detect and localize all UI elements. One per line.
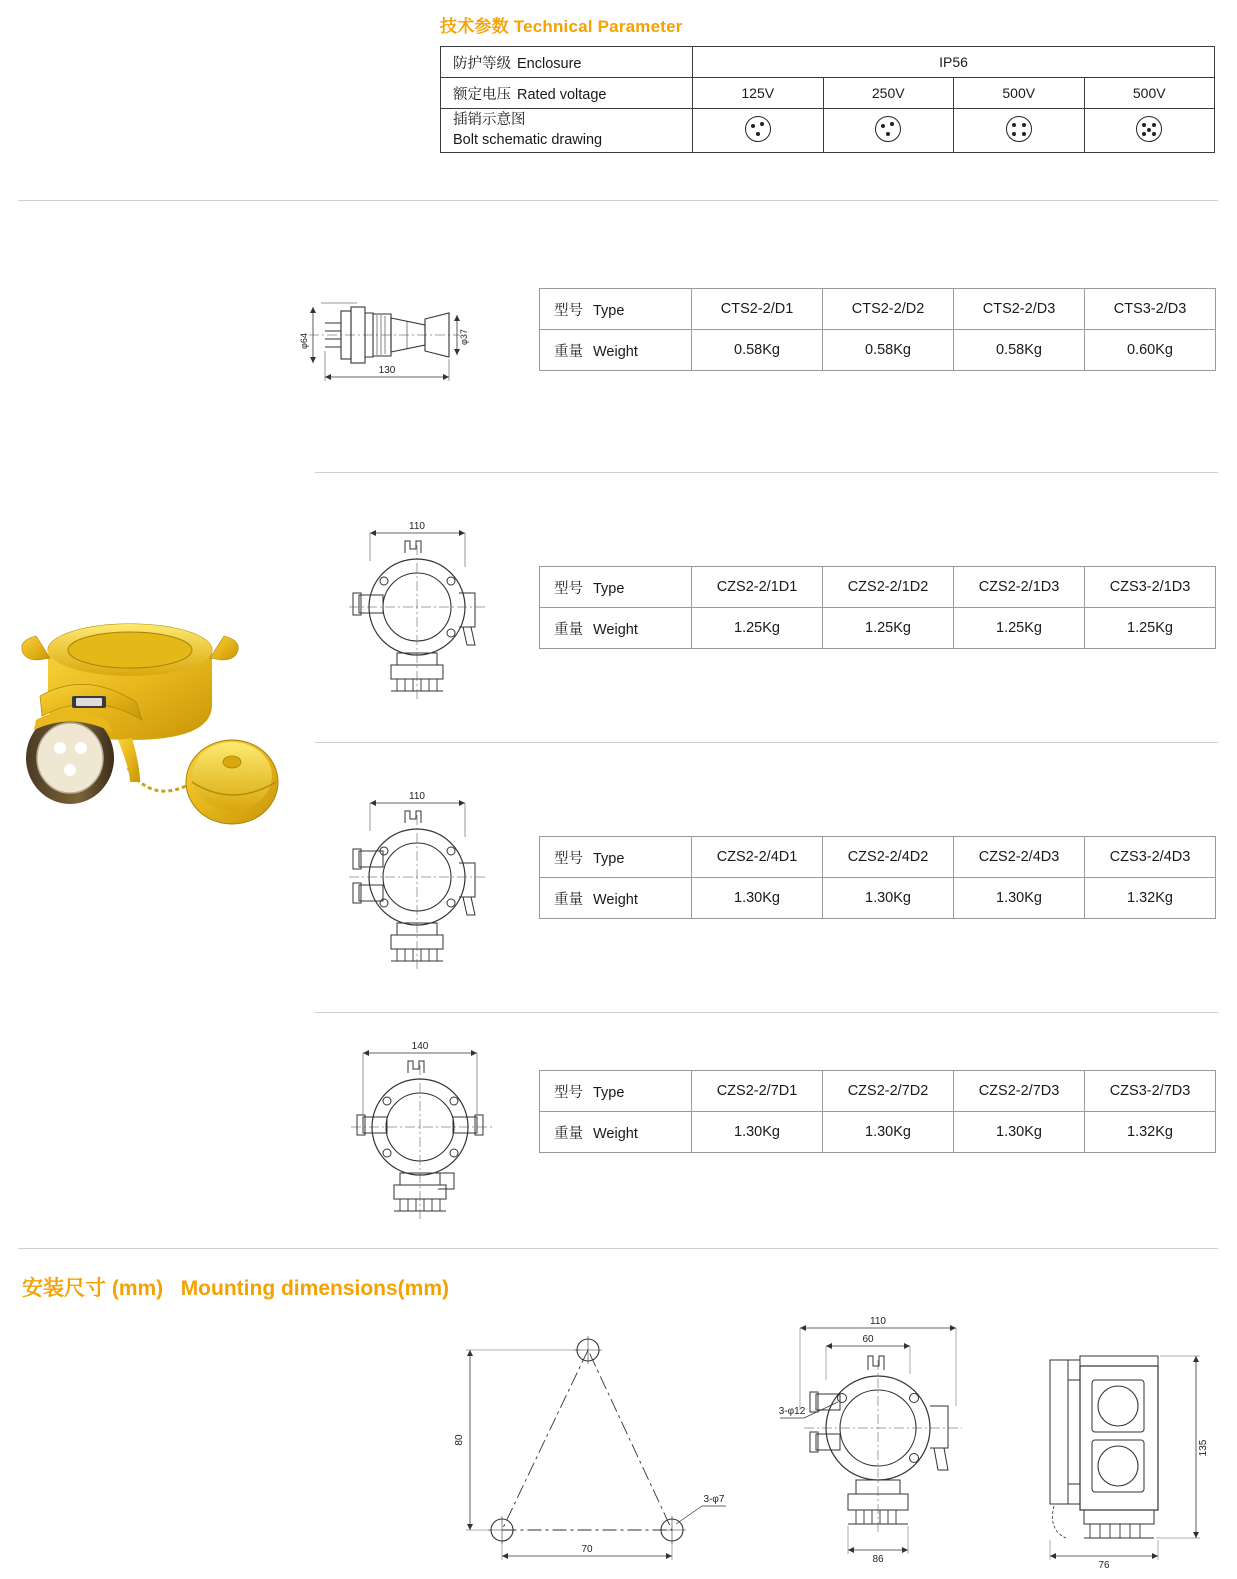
spec-table-czs-1d	[539, 566, 1216, 649]
drawing-mounting-front	[780, 1310, 1000, 1565]
weight-value-2: 1.30Kg	[823, 1112, 954, 1153]
row-label-weight-en: Weight	[593, 343, 638, 360]
weight-value-2: 0.58Kg	[823, 330, 954, 371]
weight-value-4: 1.25Kg	[1085, 608, 1216, 649]
table-row-bolt-schematic	[441, 109, 1215, 153]
table-row-type	[540, 289, 1216, 330]
bolt-3pin-icon	[745, 116, 771, 142]
row-label-bolt-cn: 插销示意图	[453, 112, 526, 128]
divider-top	[18, 200, 1218, 201]
divider-4	[18, 1248, 1218, 1249]
divider-3	[315, 1012, 1218, 1013]
dim-phi37: φ37	[459, 329, 469, 345]
row-label-type-cn: 型号	[554, 302, 583, 319]
weight-value-3: 1.25Kg	[954, 608, 1085, 649]
row-label-type	[540, 289, 692, 330]
row-label-weight-cn: 重量	[554, 621, 583, 638]
dim-80: 80	[454, 1434, 465, 1446]
weight-value-3: 0.58Kg	[954, 330, 1085, 371]
row-label-weight	[540, 330, 692, 371]
weight-value-3: 1.30Kg	[954, 878, 1085, 919]
technical-parameter-title-cn: 技术参数	[440, 17, 509, 36]
weight-value-4: 1.32Kg	[1085, 878, 1216, 919]
row-label-type	[540, 837, 692, 878]
product-photo	[10, 600, 300, 860]
row-label-type-en: Type	[593, 580, 625, 597]
row-label-voltage-en: Rated voltage	[517, 86, 607, 103]
type-value-2: CZS2-2/4D2	[823, 837, 954, 878]
row-label-rated-voltage	[441, 78, 693, 109]
type-value-4: CTS3-2/D3	[1085, 289, 1216, 330]
technical-parameter-table	[440, 46, 1215, 153]
bolt-3pin-icon	[875, 116, 901, 142]
row-label-type-cn: 型号	[554, 1084, 583, 1101]
type-value-3: CZS2-2/7D3	[954, 1071, 1085, 1112]
row-label-type-en: Type	[593, 302, 625, 319]
bolt-schematic-4	[1084, 109, 1215, 153]
dim-140: 140	[411, 1041, 429, 1052]
drawing-box-1d	[325, 515, 510, 715]
type-value-3: CZS2-2/4D3	[954, 837, 1085, 878]
row-label-weight	[540, 1112, 692, 1153]
dim-3-phi12: 3-φ12	[778, 1406, 806, 1417]
drawing-plug	[285, 285, 505, 395]
divider-1	[315, 472, 1218, 473]
bolt-4pin-icon	[1006, 116, 1032, 142]
bolt-schematic-2	[823, 109, 954, 153]
weight-value-4: 1.32Kg	[1085, 1112, 1216, 1153]
table-row-type	[540, 1071, 1216, 1112]
row-label-weight-cn: 重量	[554, 343, 583, 360]
weight-value-1: 1.30Kg	[692, 878, 823, 919]
dim-110: 110	[409, 791, 425, 802]
mounting-title-en: Mounting dimensions(mm)	[180, 1277, 450, 1300]
dim-60: 60	[862, 1334, 874, 1345]
type-value-4: CZS3-2/1D3	[1085, 567, 1216, 608]
row-label-enclosure-cn: 防护等级	[453, 55, 511, 72]
mounting-title-cn: 安装尺寸 (mm)	[22, 1277, 164, 1300]
table-row-type	[540, 567, 1216, 608]
row-label-bolt-schematic	[441, 109, 693, 153]
row-label-type	[540, 1071, 692, 1112]
row-label-type	[540, 567, 692, 608]
row-label-enclosure	[441, 47, 693, 78]
weight-value-1: 1.30Kg	[692, 1112, 823, 1153]
spec-table-czs-4d	[539, 836, 1216, 919]
dim-135: 135	[1198, 1439, 1209, 1457]
divider-2	[315, 742, 1218, 743]
row-label-weight-cn: 重量	[554, 1125, 583, 1142]
drawing-mounting-side	[1010, 1330, 1225, 1571]
type-value-4: CZS3-2/4D3	[1085, 837, 1216, 878]
row-label-voltage-cn: 额定电压	[453, 86, 511, 103]
row-label-weight	[540, 608, 692, 649]
bolt-schematic-3	[954, 109, 1085, 153]
dim-3-phi7: 3-φ7	[703, 1494, 725, 1505]
voltage-value-3: 500V	[954, 78, 1085, 109]
dim-70: 70	[581, 1544, 593, 1555]
type-value-2: CTS2-2/D2	[823, 289, 954, 330]
weight-value-1: 0.58Kg	[692, 330, 823, 371]
row-label-type-cn: 型号	[554, 580, 583, 597]
row-label-type-cn: 型号	[554, 850, 583, 867]
table-row-weight	[540, 330, 1216, 371]
bolt-5pin-icon	[1136, 116, 1162, 142]
type-value-1: CZS2-2/7D1	[692, 1071, 823, 1112]
type-value-3: CZS2-2/1D3	[954, 567, 1085, 608]
bolt-schematic-1	[693, 109, 824, 153]
type-value-2: CZS2-2/1D2	[823, 567, 954, 608]
weight-value-1: 1.25Kg	[692, 608, 823, 649]
mounting-dimensions-title	[22, 1272, 449, 1302]
type-value-1: CTS2-2/D1	[692, 289, 823, 330]
row-label-weight-cn: 重量	[554, 891, 583, 908]
technical-parameter-title	[440, 12, 683, 37]
type-value-1: CZS2-2/4D1	[692, 837, 823, 878]
table-row-enclosure	[441, 47, 1215, 78]
dim-phi64: φ64	[299, 333, 309, 349]
weight-value-3: 1.30Kg	[954, 1112, 1085, 1153]
drawing-box-7d	[325, 1035, 525, 1235]
row-label-type-en: Type	[593, 850, 625, 867]
voltage-value-1: 125V	[693, 78, 824, 109]
weight-value-2: 1.25Kg	[823, 608, 954, 649]
drawing-box-4d	[325, 785, 510, 985]
spec-table-cts	[539, 288, 1216, 371]
table-row-weight	[540, 878, 1216, 919]
technical-parameter-title-en: Technical Parameter	[513, 17, 683, 36]
type-value-4: CZS3-2/7D3	[1085, 1071, 1216, 1112]
dim-86: 86	[872, 1554, 884, 1565]
type-value-2: CZS2-2/7D2	[823, 1071, 954, 1112]
drawing-mounting-triangle	[440, 1318, 740, 1568]
row-label-weight-en: Weight	[593, 621, 638, 638]
table-row-rated-voltage	[441, 78, 1215, 109]
enclosure-value: IP56	[693, 47, 1215, 78]
row-label-enclosure-en: Enclosure	[517, 55, 582, 72]
row-label-type-en: Type	[593, 1084, 625, 1101]
row-label-weight-en: Weight	[593, 891, 638, 908]
dim-110: 110	[409, 521, 425, 532]
table-row-type	[540, 837, 1216, 878]
voltage-value-2: 250V	[823, 78, 954, 109]
dim-130: 130	[378, 365, 396, 376]
spec-table-czs-7d	[539, 1070, 1216, 1153]
row-label-weight-en: Weight	[593, 1125, 638, 1142]
row-label-weight	[540, 878, 692, 919]
dim-76: 76	[1098, 1560, 1110, 1571]
row-label-bolt-en: Bolt schematic drawing	[453, 131, 603, 148]
voltage-value-4: 500V	[1084, 78, 1215, 109]
dim-110: 110	[870, 1316, 886, 1327]
table-row-weight	[540, 608, 1216, 649]
type-value-3: CTS2-2/D3	[954, 289, 1085, 330]
weight-value-4: 0.60Kg	[1085, 330, 1216, 371]
table-row-weight	[540, 1112, 1216, 1153]
weight-value-2: 1.30Kg	[823, 878, 954, 919]
type-value-1: CZS2-2/1D1	[692, 567, 823, 608]
